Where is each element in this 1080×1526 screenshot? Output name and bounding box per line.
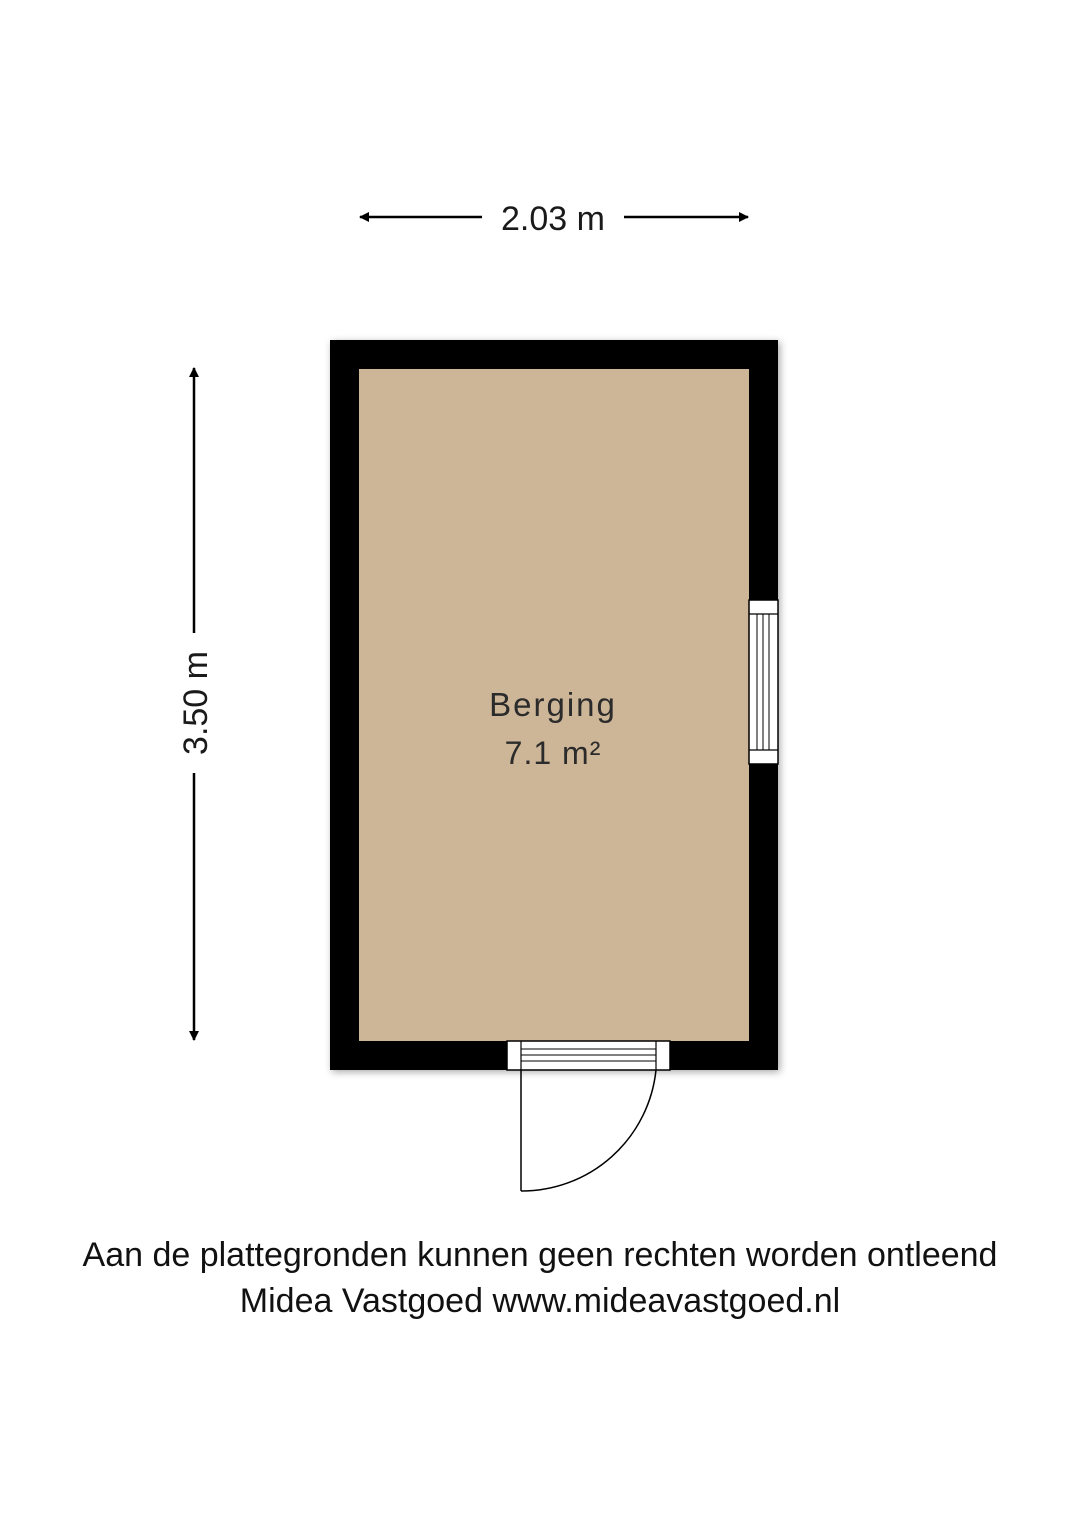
room-name: Berging (489, 686, 617, 723)
door (507, 1041, 670, 1191)
window (749, 600, 778, 764)
disclaimer-text: Aan de plattegronden kunnen geen rechten worden ontleend (82, 1236, 998, 1274)
door-swing-arc (521, 1070, 656, 1191)
width-dimension (360, 200, 748, 238)
width-label: 2.03 m (501, 200, 605, 238)
height-dimension (177, 368, 215, 1040)
height-label: 3.50 m (177, 651, 215, 755)
credit-text: Midea Vastgoed www.mideavastgoed.nl (239, 1282, 841, 1320)
room-area: 7.1 m² (504, 735, 602, 771)
